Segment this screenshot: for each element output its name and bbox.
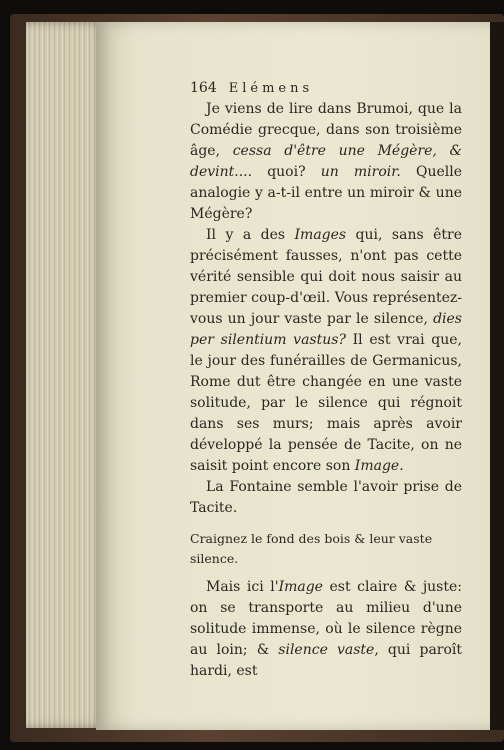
text-segment: Je viens de lire dans Brumoi, que la Comédie grecque, dans son troisième âge, [190, 101, 462, 159]
italic-segment: dies per silentium vastus? [190, 311, 462, 348]
text-segment: , qui paroît hardi, est [190, 642, 463, 679]
page-header [190, 78, 462, 99]
text-segment: Il y a des [206, 227, 295, 243]
text-segment: est claire & juste: on se transporte au milieu d'une solitude immense, où le silence règne au loin; & [190, 579, 462, 658]
binding-shadow [490, 22, 504, 730]
text-segment: Mais ici l' [206, 579, 279, 595]
verse-quote: Craignez le fond des bois & leur vaste silence. [190, 531, 433, 566]
italic-segment: un miroir. [320, 164, 401, 180]
text-segment: Quelle analogie y a-t-il entre un miroir & une Mégère? [190, 164, 462, 222]
italic-segment: Image. [354, 458, 404, 474]
italic-segment: silence vaste [278, 642, 375, 658]
text-segment: qui, sans être précisément fausses, n'ont pas cette vérité sensible qui doit nous saisir au premier coup-d'œil. Vous représentez-vous un jour vaste par le silence, [190, 227, 462, 327]
page-text [190, 78, 462, 682]
page-number: 164 [190, 80, 217, 96]
italic-segment: Images [294, 227, 347, 243]
text-segment: quoi? [252, 164, 321, 180]
paragraph-1 [190, 99, 462, 225]
paragraph-4 [190, 577, 462, 682]
italic-segment: cessa d'être une Mégère, & devint.... [190, 143, 462, 180]
running-head: Elémens [228, 81, 314, 96]
text-segment: La Fontaine semble l'avoir prise de Tacite. [190, 479, 462, 516]
text-segment: Il est vrai que, le jour des funérailles de Germanicus, Rome dut être changée en une vaste solitude, par le silence qui régnoit dans ses murs; mais après avoir développé la pensée de Tacite, on ne saisit point encore son [190, 332, 462, 474]
paragraph-2 [190, 225, 462, 477]
page-edges [26, 22, 106, 728]
italic-segment: Image [278, 579, 323, 595]
paragraph-3 [190, 477, 462, 519]
